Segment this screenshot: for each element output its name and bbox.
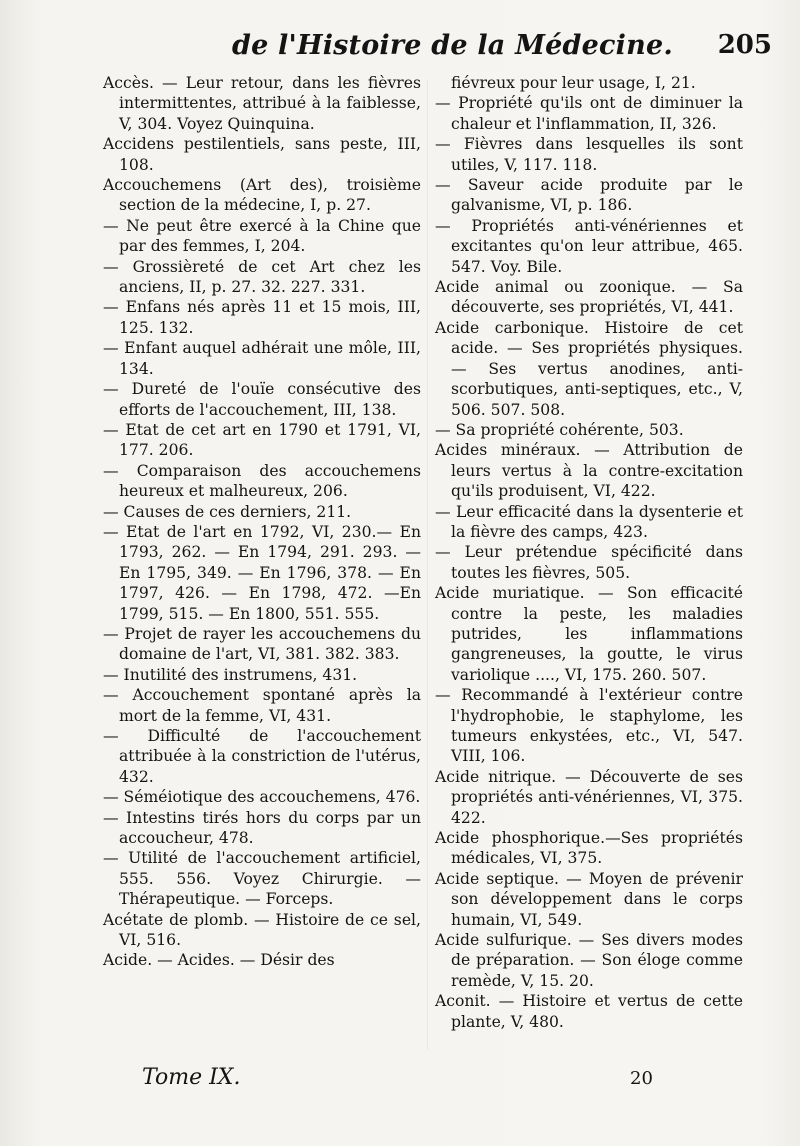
signature-mark: 20 bbox=[630, 1068, 653, 1089]
index-entry: — Etat de l'art en 1792, VI, 230.— En 1793, 262. — En 1794, 291. 293. — En 1795, 349. — En 1796, 378. — En 1797, 426. — En 1798, 472. —En 1799, 515. — En 1800, 551. 555. bbox=[103, 522, 421, 623]
left-column bbox=[103, 73, 421, 971]
index-entry: — Dureté de l'ouïe consécutive des efforts de l'accouchement, III, 138. bbox=[103, 380, 421, 419]
index-entry: — Accouchement spontané après la mort de la femme, VI, 431. bbox=[103, 686, 421, 725]
volume-label: Tome IX. bbox=[142, 1065, 241, 1090]
index-entry: — Fièvres dans lesquelles ils sont utiles, V, 117. 118. bbox=[435, 135, 743, 174]
index-entry: — Recommandé à l'extérieur contre l'hydrophobie, le staphylome, les tumeurs enkystées, etc., VI, 547. VIII, 106. bbox=[435, 686, 743, 766]
index-entry: Accouchemens (Art des), troisième section de la médecine, I, p. 27. bbox=[103, 176, 421, 215]
index-entry: — Enfant auquel adhérait une môle, III, 134. bbox=[103, 339, 421, 378]
index-entry: Acide septique. — Moyen de prévenir son développement dans le corps humain, VI, 549. bbox=[435, 869, 743, 929]
index-entry: — Intestins tirés hors du corps par un accoucheur, 478. bbox=[103, 808, 421, 848]
index-entry: Acide nitrique. — Découverte de ses propriétés anti-vénériennes, VI, 375. 422. bbox=[435, 767, 743, 827]
index-entry: Acide phosphorique.—Ses propriétés médicales, VI, 375. bbox=[435, 829, 743, 868]
index-entry: — Propriétés anti-vénériennes et excitantes qu'on leur attribue, 465. 547. Voy. Bile. bbox=[435, 216, 743, 276]
index-entry: Acide carbonique. Histoire de cet acide. — Ses propriétés physiques. — Ses vertus anodines, anti-scorbutiques, anti-septiques, etc., V, 506. 507. 508. bbox=[435, 318, 743, 419]
index-entry: — Comparaison des accouchemens heureux et malheureux, 206. bbox=[103, 461, 421, 501]
index-entry: — Utilité de l'accouchement artificiel, 555. 556. Voyez Chirurgie. — Thérapeutique. — Forceps. bbox=[103, 849, 421, 909]
page-number: 205 bbox=[717, 30, 772, 60]
index-entry: — Propriété qu'ils ont de diminuer la chaleur et l'inflammation, II, 326. bbox=[435, 94, 743, 133]
index-entry: Accidens pestilentiels, sans peste, III, 108. bbox=[103, 135, 421, 174]
index-entry: Acétate de plomb. — Histoire de ce sel, VI, 516. bbox=[103, 910, 421, 950]
index-entry: — Ne peut être exercé à la Chine que par des femmes, I, 204. bbox=[103, 216, 421, 256]
index-entry: Acide muriatique. — Son efficacité contre la peste, les maladies putrides, les inflammations gangreneuses, la goutte, le virus variolique ...., VI, 175. 260. 507. bbox=[435, 584, 743, 684]
index-entry: — Saveur acide produite par le galvanisme, VI, p. 186. bbox=[435, 176, 743, 215]
index-entry: Acide sulfurique. — Ses divers modes de préparation. — Son éloge comme remède, V, 15. 20. bbox=[435, 931, 743, 990]
running-title: de l'Histoire de la Médecine. bbox=[232, 30, 673, 61]
index-entry: — Inutilité des instrumens, 431. bbox=[103, 665, 358, 684]
index-entry: — Projet de rayer les accouchemens du domaine de l'art, VI, 381. 382. 383. bbox=[103, 624, 421, 664]
right-column bbox=[435, 73, 743, 1032]
index-entry: — Séméiotique des accouchemens, 476. bbox=[103, 788, 421, 807]
index-entry: — Leur prétendue spécificité dans toutes les fièvres, 505. bbox=[435, 543, 743, 582]
index-entry-continued: fiévreux pour leur usage, I, 21. bbox=[451, 74, 696, 92]
column-divider bbox=[427, 80, 428, 1050]
index-entry: Aconit. — Histoire et vertus de cette plante, V, 480. bbox=[435, 992, 743, 1031]
index-entry: Acide. — Acides. — Désir des bbox=[103, 951, 335, 970]
index-entry: — Enfans nés après 11 et 15 mois, III, 125. 132. bbox=[103, 298, 421, 337]
index-entry: — Sa propriété cohérente, 503. bbox=[435, 420, 684, 439]
index-entry: Acide animal ou zoonique. — Sa découverte, ses propriétés, VI, 441. bbox=[435, 278, 743, 317]
index-entry: — Causes de ces derniers, 211. bbox=[103, 502, 352, 521]
index-entry: Accès. — Leur retour, dans les fièvres intermittentes, attribué à la faiblesse, V, 304. Voyez Quinquina. bbox=[103, 74, 421, 133]
index-entry: — Etat de cet art en 1790 et 1791, VI, 177. 206. bbox=[103, 420, 421, 460]
index-entry: — Difficulté de l'accouchement attribuée à la constriction de l'utérus, 432. bbox=[103, 727, 421, 786]
index-entry: Acides minéraux. — Attribution de leurs vertus à la contre-excitation qu'ils produisent, VI, 422. bbox=[435, 441, 743, 501]
index-entry: — Leur efficacité dans la dysenterie et la fièvre des camps, 423. bbox=[435, 502, 743, 541]
index-entry: — Grossièreté de cet Art chez les anciens, II, p. 27. 32. 227. 331. bbox=[103, 257, 421, 297]
